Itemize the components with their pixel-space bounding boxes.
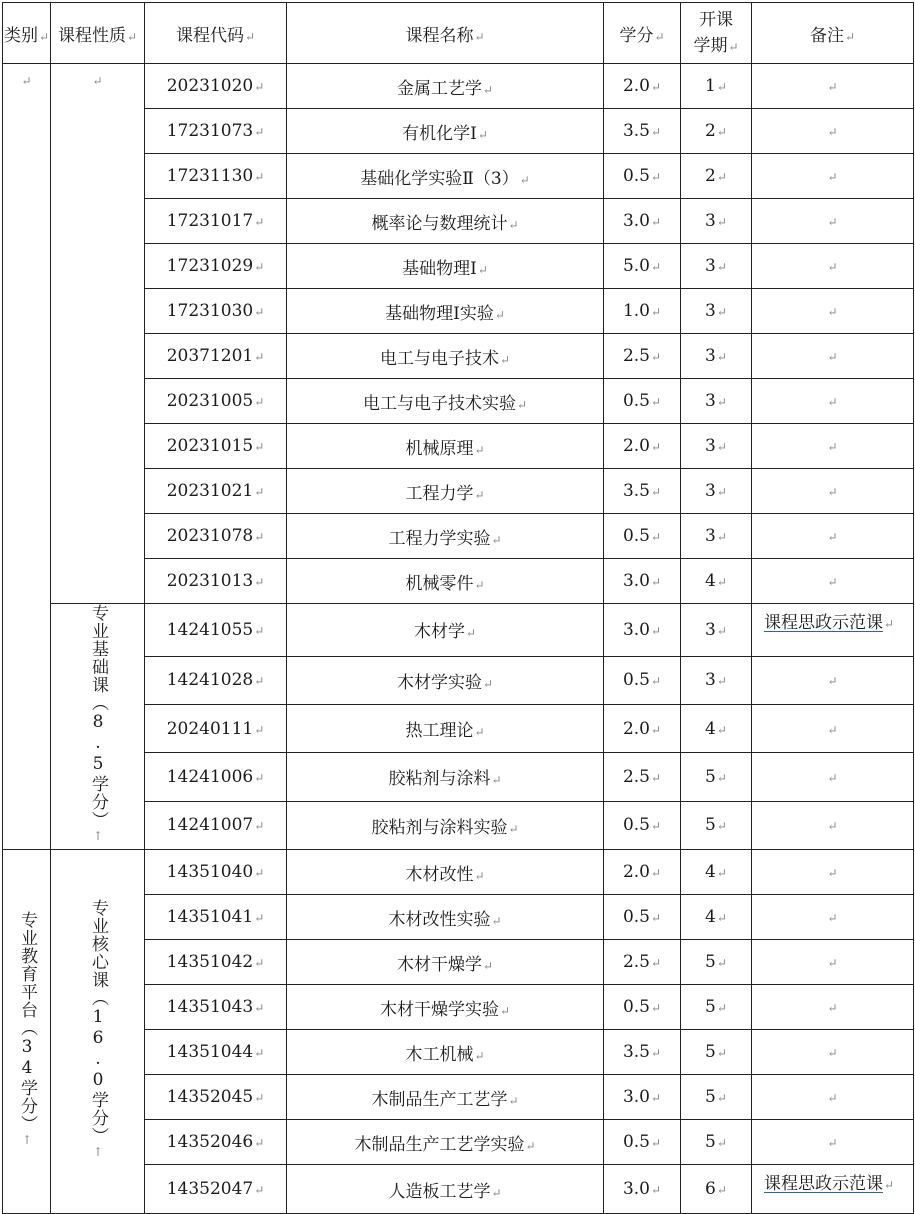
course-name: 木制品生产工艺学↵ (287, 1075, 604, 1120)
course-name: 工程力学实验↵ (287, 514, 604, 559)
course-name: 电工与电子技术实验↵ (287, 379, 604, 424)
course-code: 20231015↵ (145, 424, 287, 469)
course-credit: 2.5↵ (604, 334, 681, 379)
table-row (3, 850, 914, 895)
course-name: 胶粘剂与涂料↵ (287, 753, 604, 801)
course-note: ↵ (752, 704, 914, 752)
header-semester: 开课 学期↵ (681, 3, 752, 64)
course-code: 20231005↵ (145, 379, 287, 424)
course-credit: 3.0↵ (604, 1165, 681, 1214)
course-note: ↵ (752, 1030, 914, 1075)
course-note: ↵ (752, 656, 914, 704)
course-code: 17231030↵ (145, 289, 287, 334)
course-semester: 5↵ (681, 801, 752, 849)
course-semester: 3↵ (681, 334, 752, 379)
course-credit: 0.5↵ (604, 1120, 681, 1165)
course-name: 机械原理↵ (287, 424, 604, 469)
course-credit: 2.5↵ (604, 753, 681, 801)
course-code: 20231078↵ (145, 514, 287, 559)
course-credit: 0.5↵ (604, 656, 681, 704)
course-code: 14352045↵ (145, 1075, 287, 1120)
course-semester: 3↵ (681, 199, 752, 244)
course-credit: 1.0↵ (604, 289, 681, 334)
course-semester: 3↵ (681, 379, 752, 424)
course-rows (3, 64, 914, 1214)
course-name: 基础物理Ⅰ实验↵ (287, 289, 604, 334)
header-credit: 学分↵ (604, 3, 681, 64)
course-credit: 3.0↵ (604, 199, 681, 244)
header-nature: 课程性质↵ (51, 3, 145, 64)
course-name: 胶粘剂与涂料实验↵ (287, 801, 604, 849)
course-name: 木材改性实验↵ (287, 895, 604, 940)
course-note: ↵ (752, 154, 914, 199)
course-note: ↵ (752, 753, 914, 801)
course-note: ↵ (752, 985, 914, 1030)
header-note: 备注↵ (752, 3, 914, 64)
course-note: ↵ (752, 514, 914, 559)
course-credit: 0.5↵ (604, 154, 681, 199)
course-credit: 2.0↵ (604, 704, 681, 752)
category-cell-empty: ↵ (3, 64, 51, 850)
course-note: ↵ (752, 424, 914, 469)
nature-core: 专业核心课（16.0学分）↑ (51, 850, 145, 1214)
course-code: 17231017↵ (145, 199, 287, 244)
course-note: 课程思政示范课↵ (752, 1165, 914, 1214)
course-semester: 5↵ (681, 1120, 752, 1165)
course-name: 概率论与数理统计↵ (287, 199, 604, 244)
course-name: 金属工艺学↵ (287, 64, 604, 109)
course-credit: 2.0↵ (604, 850, 681, 895)
course-name: 电工与电子技术↵ (287, 334, 604, 379)
course-credit: 5.0↵ (604, 244, 681, 289)
course-name: 木材干燥学实验↵ (287, 985, 604, 1030)
course-note: ↵ (752, 64, 914, 109)
course-credit: 3.5↵ (604, 1030, 681, 1075)
course-semester: 5↵ (681, 940, 752, 985)
course-name: 基础化学实验Ⅱ（3）↵ (287, 154, 604, 199)
course-name: 基础物理Ⅰ↵ (287, 244, 604, 289)
table-row (3, 64, 914, 109)
course-credit: 0.5↵ (604, 379, 681, 424)
course-note: ↵ (752, 850, 914, 895)
course-code: 17231130↵ (145, 154, 287, 199)
course-semester: 4↵ (681, 559, 752, 604)
course-code: 20231013↵ (145, 559, 287, 604)
course-table (2, 2, 914, 1214)
course-name: 有机化学Ⅰ↵ (287, 109, 604, 154)
course-semester: 2↵ (681, 154, 752, 199)
course-credit: 0.5↵ (604, 514, 681, 559)
course-code: 14351042↵ (145, 940, 287, 985)
course-name: 机械零件↵ (287, 559, 604, 604)
course-note: ↵ (752, 801, 914, 849)
course-semester: 2↵ (681, 109, 752, 154)
course-note: 课程思政示范课↵ (752, 604, 914, 657)
course-code: 14351041↵ (145, 895, 287, 940)
course-code: 14241028↵ (145, 656, 287, 704)
course-code: 14241055↵ (145, 604, 287, 657)
course-semester: 3↵ (681, 244, 752, 289)
course-credit: 0.5↵ (604, 985, 681, 1030)
course-credit: 0.5↵ (604, 801, 681, 849)
course-credit: 0.5↵ (604, 895, 681, 940)
course-name: 工程力学↵ (287, 469, 604, 514)
course-name: 人造板工艺学↵ (287, 1165, 604, 1214)
course-note: ↵ (752, 379, 914, 424)
course-code: 14241006↵ (145, 753, 287, 801)
course-credit: 3.5↵ (604, 109, 681, 154)
course-semester: 3↵ (681, 289, 752, 334)
course-note: ↵ (752, 289, 914, 334)
course-semester: 5↵ (681, 1075, 752, 1120)
course-code: 17231029↵ (145, 244, 287, 289)
course-note: ↵ (752, 334, 914, 379)
header-category: 类别↵ (3, 3, 51, 64)
course-credit: 3.5↵ (604, 469, 681, 514)
nature-foundation: 专业基础课（8.5学分）↑ (51, 604, 145, 850)
course-note: ↵ (752, 109, 914, 154)
header-code: 课程代码↵ (145, 3, 287, 64)
course-credit: 3.0↵ (604, 604, 681, 657)
course-code: 20371201↵ (145, 334, 287, 379)
course-semester: 3↵ (681, 656, 752, 704)
course-credit: 2.0↵ (604, 64, 681, 109)
course-credit: 3.0↵ (604, 559, 681, 604)
course-semester: 6↵ (681, 1165, 752, 1214)
course-code: 20240111↵ (145, 704, 287, 752)
course-credit: 3.0↵ (604, 1075, 681, 1120)
course-semester: 5↵ (681, 1030, 752, 1075)
course-name: 木工机械↵ (287, 1030, 604, 1075)
course-note: ↵ (752, 1120, 914, 1165)
course-note: ↵ (752, 244, 914, 289)
course-credit: 2.5↵ (604, 940, 681, 985)
course-semester: 1↵ (681, 64, 752, 109)
course-code: 17231073↵ (145, 109, 287, 154)
course-name: 木材干燥学↵ (287, 940, 604, 985)
note-link[interactable]: 课程思政示范课 (764, 1174, 883, 1194)
course-note: ↵ (752, 895, 914, 940)
course-name: 木材学↵ (287, 604, 604, 657)
course-code: 14352047↵ (145, 1165, 287, 1214)
course-code: 14351040↵ (145, 850, 287, 895)
course-semester: 3↵ (681, 424, 752, 469)
header-name: 课程名称↵ (287, 3, 604, 64)
course-note: ↵ (752, 199, 914, 244)
course-code: 14351044↵ (145, 1030, 287, 1075)
course-semester: 3↵ (681, 604, 752, 657)
course-semester: 4↵ (681, 850, 752, 895)
course-name: 热工理论↵ (287, 704, 604, 752)
course-note: ↵ (752, 1075, 914, 1120)
course-code: 14352046↵ (145, 1120, 287, 1165)
course-note: ↵ (752, 469, 914, 514)
course-semester: 3↵ (681, 514, 752, 559)
course-code: 14351043↵ (145, 985, 287, 1030)
note-link[interactable]: 课程思政示范课 (764, 613, 883, 633)
course-semester: 4↵ (681, 895, 752, 940)
course-semester: 4↵ (681, 704, 752, 752)
course-name: 木制品生产工艺学实验↵ (287, 1120, 604, 1165)
course-semester: 3↵ (681, 469, 752, 514)
course-credit: 2.0↵ (604, 424, 681, 469)
nature-cell-empty: ↵ (51, 64, 145, 604)
course-note: ↵ (752, 559, 914, 604)
course-code: 20231020↵ (145, 64, 287, 109)
course-name: 木材改性↵ (287, 850, 604, 895)
course-semester: 5↵ (681, 985, 752, 1030)
course-semester: 5↵ (681, 753, 752, 801)
course-note: ↵ (752, 940, 914, 985)
course-name: 木材学实验↵ (287, 656, 604, 704)
course-code: 14241007↵ (145, 801, 287, 849)
course-code: 20231021↵ (145, 469, 287, 514)
category-platform: 专业教育平台（34学分）↑ (3, 850, 51, 1214)
header-row (3, 3, 914, 64)
table-row (3, 604, 914, 657)
